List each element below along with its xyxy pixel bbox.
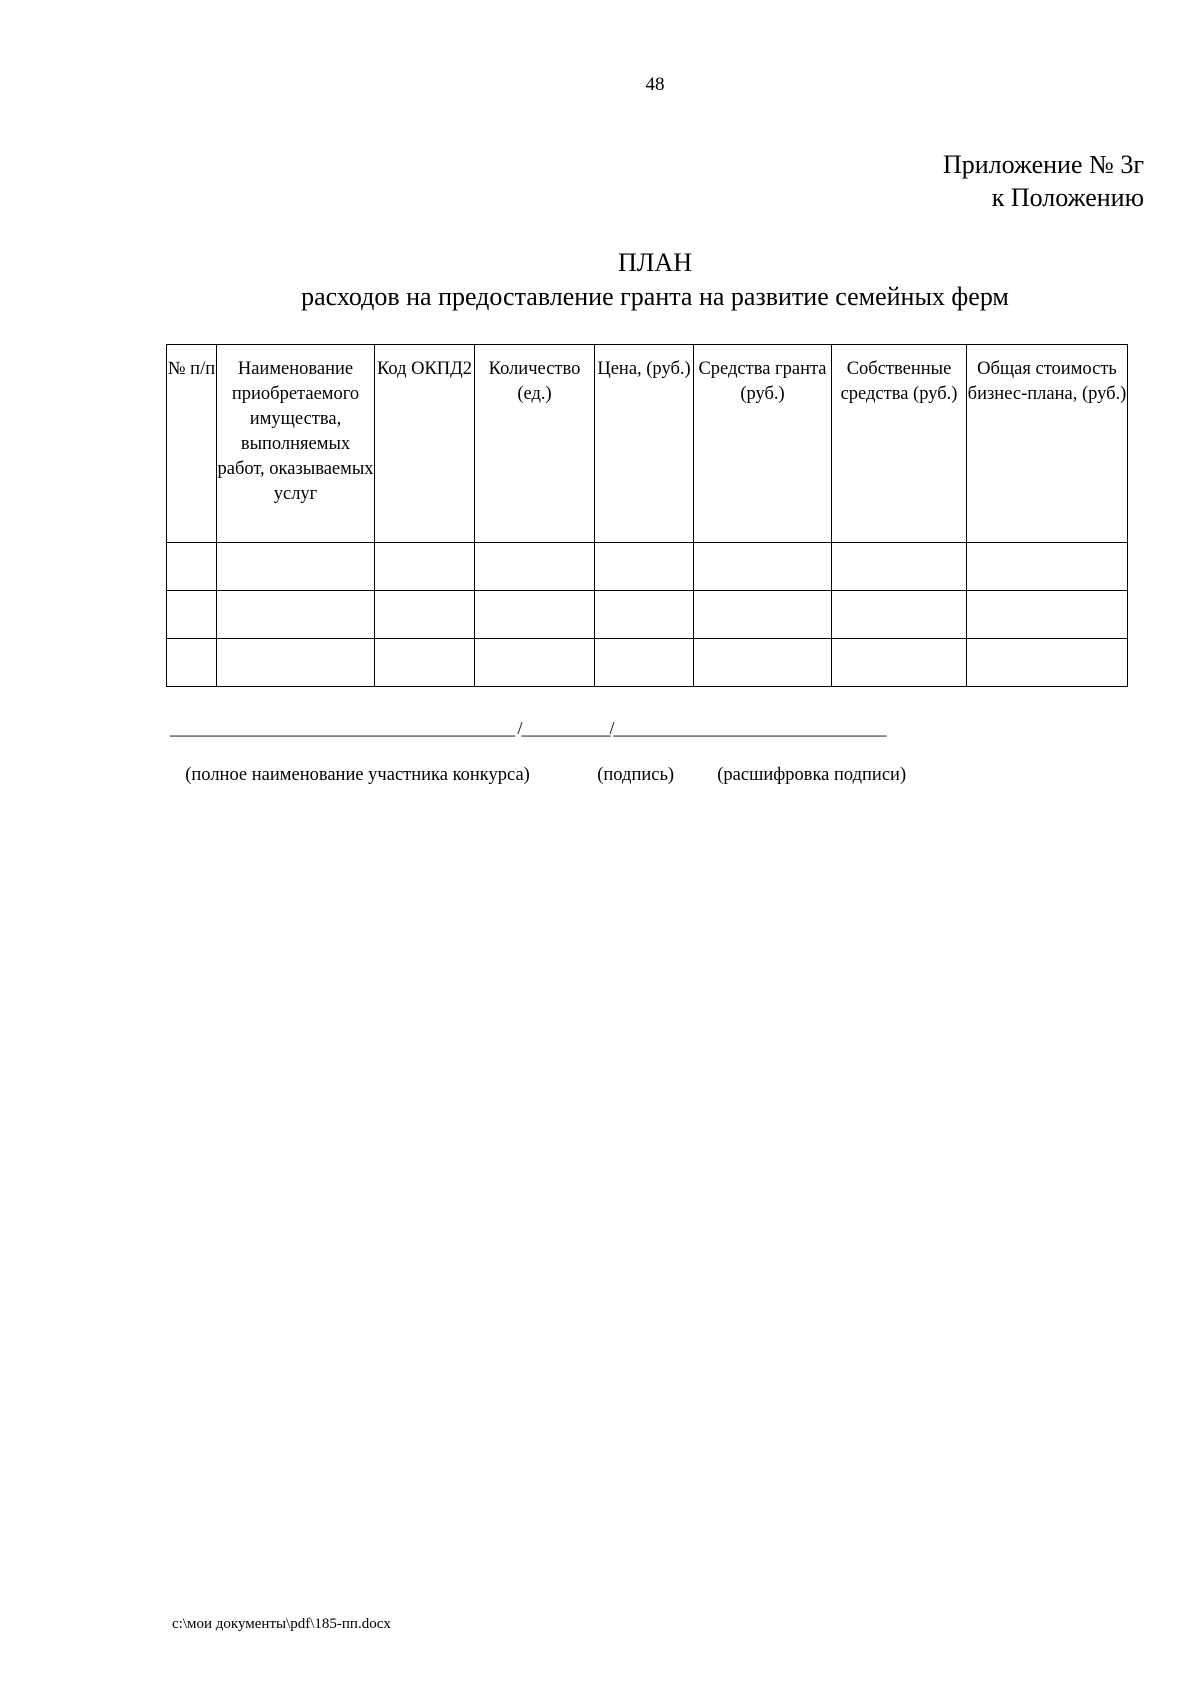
table-cell [694,591,832,639]
table-row [167,639,1128,687]
table-row [167,543,1128,591]
table-cell [217,543,375,591]
label-signature-transcript: (расшифровка подписи) [717,765,907,785]
signature-labels [176,744,906,786]
header-number: № п/п [167,345,217,543]
header-quantity: Количество (ед.) [475,345,595,543]
table-cell [375,639,475,687]
appendix-reference [943,148,1144,214]
header-price: Цена, (руб.) [595,345,694,543]
header-total-cost: Общая стоимость бизнес-плана, (руб.) [967,345,1128,543]
title-heading: ПЛАН [618,248,692,277]
table-cell [475,543,595,591]
header-own-funds: Собственные средства (руб.) [832,345,967,543]
table-header-row [167,345,1128,543]
table-cell [832,543,967,591]
table-cell [967,591,1128,639]
table-cell [595,639,694,687]
label-participant-name: (полное наименование участника конкурса) [185,765,530,785]
signature-line: ___________________________________________ /___________/__________________________________ [170,718,886,738]
header-grant-funds: Средства гранта (руб.) [694,345,832,543]
header-item-name: Наименование приобретаемого имущества, выполняемых работ, оказываемых услуг [217,345,375,543]
table-cell [167,639,217,687]
document-title [0,246,1200,314]
page-number: 48 [645,74,665,95]
table-cell [217,591,375,639]
table-cell [167,543,217,591]
table-row [167,591,1128,639]
table-cell [694,639,832,687]
footer-file-path: c:\мои документы\pdf\185-пп.docx [172,1616,391,1632]
table-cell [375,591,475,639]
table-cell [967,639,1128,687]
header-okpd2-code: Код ОКПД2 [375,345,475,543]
table-cell [475,639,595,687]
table-cell [832,591,967,639]
table-cell [694,543,832,591]
expense-plan-table [166,344,1128,687]
table-cell [217,639,375,687]
table-cell [967,543,1128,591]
table-cell [832,639,967,687]
table-cell [595,591,694,639]
table-cell [595,543,694,591]
appendix-line-2: к Положению [991,183,1144,212]
title-subheading: расходов на предоставление гранта на развитие семейных ферм [301,282,1009,311]
appendix-line-1: Приложение № 3г [942,150,1144,179]
expense-plan-table-wrapper [166,344,1127,687]
table-cell [167,591,217,639]
label-signature: (подпись) [597,765,675,785]
table-cell [475,591,595,639]
table-cell [375,543,475,591]
